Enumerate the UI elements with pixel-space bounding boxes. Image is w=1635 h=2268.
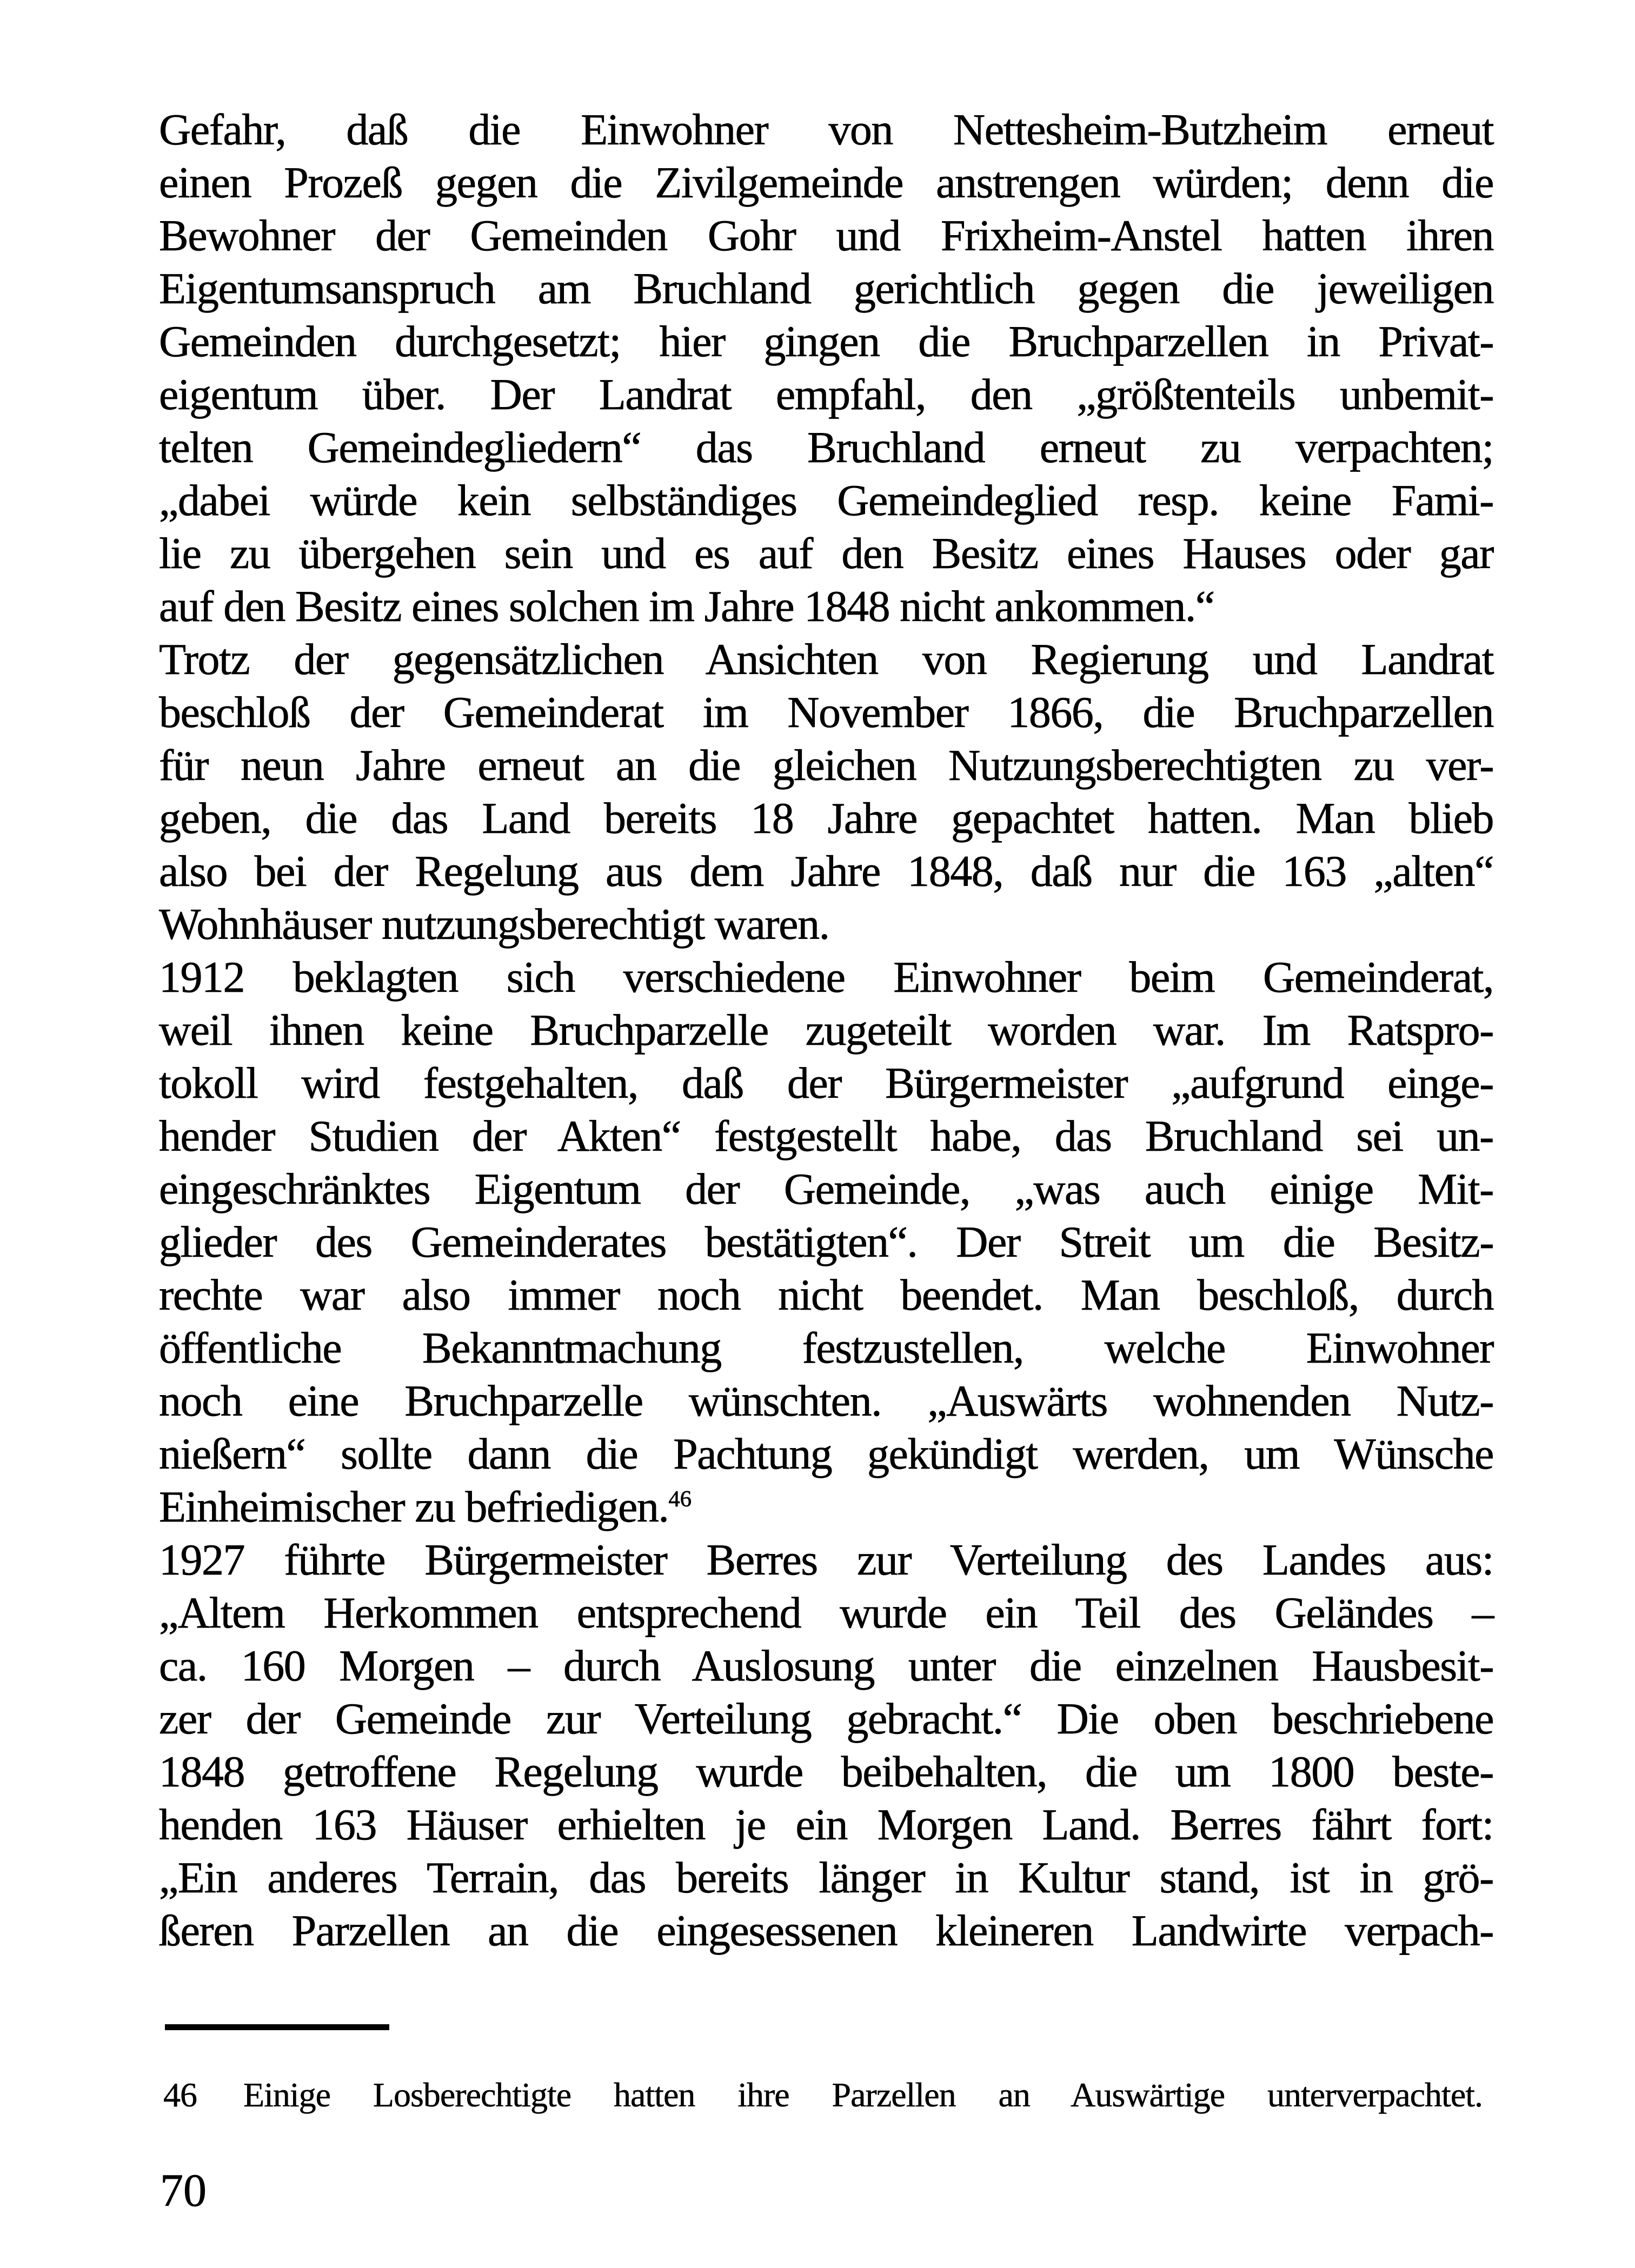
page-number: 70 [160, 2164, 207, 2216]
text-line: Gefahr, daß die Einwohner von Nettesheim-Butzheim erneut [159, 105, 1493, 154]
text-line: „dabei würde kein selbständiges Gemeindeglied resp. keine Fami- [159, 476, 1493, 525]
footnote [163, 2074, 1483, 2116]
text-line: rechte war also immer noch nicht beendet. Man beschloß, durch [159, 1270, 1493, 1319]
text-line: zer der Gemeinde zur Verteilung gebracht.“ Die oben beschriebene [159, 1694, 1493, 1743]
footnote-number: 46 [163, 2076, 197, 2114]
text-line: Trotz der gegensätzlichen Ansichten von Regierung und Landrat [159, 635, 1493, 684]
text-line: telten Gemeindegliedern“ das Bruchland erneut zu verpachten; [159, 423, 1493, 472]
text-line: nießern“ sollte dann die Pachtung gekündigt werden, um Wünsche [159, 1429, 1493, 1478]
text-line: „Ein anderes Terrain, das bereits länger in Kultur stand, ist in grö- [159, 1853, 1493, 1902]
text-line: eigentum über. Der Landrat empfahl, den „größtenteils unbemit- [159, 370, 1493, 419]
text-line: henden 163 Häuser erhielten je ein Morgen Land. Berres fährt fort: [159, 1800, 1493, 1849]
text-line: 1848 getroffene Regelung wurde beibehalten, die um 1800 beste- [159, 1747, 1493, 1796]
text-line: ca. 160 Morgen – durch Auslosung unter die einzelnen Hausbesit- [159, 1641, 1493, 1690]
text-line: noch eine Bruchparzelle wünschten. „Auswärts wohnenden Nutz- [159, 1376, 1493, 1425]
text-line: für neun Jahre erneut an die gleichen Nutzungsberechtigten zu ver- [159, 741, 1493, 790]
text-line: 1927 führte Bürgermeister Berres zur Verteilung des Landes aus: [159, 1535, 1493, 1584]
text-line: Gemeinden durchgesetzt; hier gingen die Bruchparzellen in Privat- [159, 317, 1493, 366]
text-line: beschloß der Gemeinderat im November 1866, die Bruchparzellen [159, 688, 1493, 737]
text-line: hender Studien der Akten“ festgestellt habe, das Bruchland sei un- [159, 1111, 1493, 1160]
text-line: weil ihnen keine Bruchparzelle zugeteilt worden war. Im Ratspro- [159, 1005, 1493, 1055]
footnote-ref-superscript: 46 [668, 1486, 692, 1512]
text-line: eingeschränktes Eigentum der Gemeinde, „was auch einige Mit- [159, 1164, 1493, 1213]
text-line: lie zu übergehen sein und es auf den Besitz eines Hauses oder gar [159, 529, 1493, 578]
footnote-divider [165, 2024, 389, 2030]
text-line: tokoll wird festgehalten, daß der Bürgermeister „aufgrund einge- [159, 1058, 1493, 1108]
body-text [159, 103, 1493, 1957]
text-line: Bewohner der Gemeinden Gohr und Frixheim-Anstel hatten ihren [159, 211, 1493, 260]
text-line: einen Prozeß gegen die Zivilgemeinde anstrengen würden; denn die [159, 158, 1493, 207]
text-line: ßeren Parzellen an die eingesessenen kleineren Landwirte verpach- [159, 1906, 1493, 1955]
text-line: glieder des Gemeinderates bestätigten“. Der Streit um die Besitz- [159, 1217, 1493, 1266]
text-line: 1912 beklagten sich verschiedene Einwohner beim Gemeinderat, [159, 952, 1493, 1002]
text-line: Eigentumsanspruch am Bruchland gerichtlich gegen die jeweiligen [159, 264, 1493, 313]
text-line [159, 1480, 1493, 1533]
text-line: geben, die das Land bereits 18 Jahre gepachtet hatten. Man blieb [159, 793, 1493, 843]
text-line: also bei der Regelung aus dem Jahre 1848, daß nur die 163 „alten“ [159, 846, 1493, 896]
text-line: Wohnhäuser nutzungsberechtigt waren. [159, 899, 829, 949]
text-line: öffentliche Bekanntmachung festzustellen, welche Einwohner [159, 1323, 1493, 1372]
text-line: auf den Besitz eines solchen im Jahre 1848 nicht ankommen.“ [159, 582, 1214, 631]
text-line-fragment: Einheimischer zu befriedigen. [159, 1482, 669, 1531]
text-line: „Altem Herkommen entsprechend wurde ein Teil des Geländes – [159, 1588, 1493, 1637]
footnote-text: Einige Losberechtigte hatten ihre Parzellen an Auswärtige unterverpachtet. [243, 2076, 1483, 2114]
